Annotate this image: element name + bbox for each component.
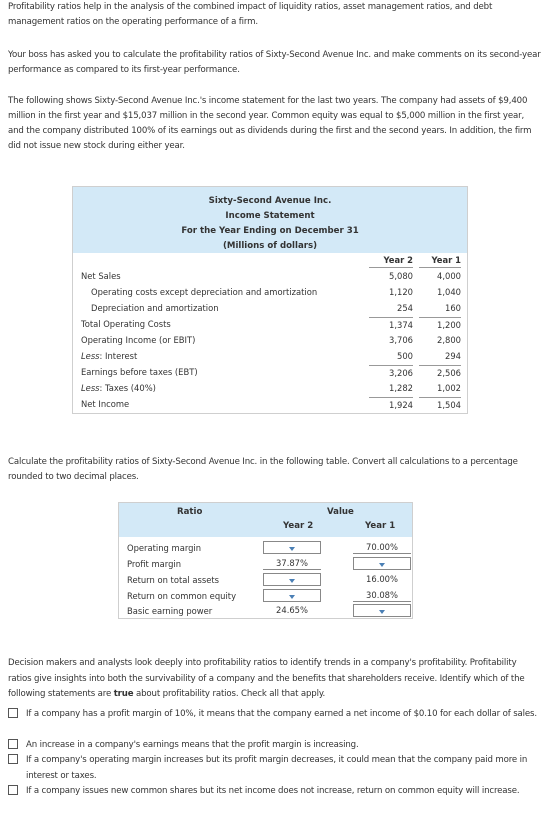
value-column-header: Value xyxy=(327,507,354,517)
statement-row xyxy=(73,381,467,397)
intro-paragraph-1: Profitability ratios help in the analysis of the combined impact of liquidity ratios, asset management ratios, and debt management ratios on the operating performance of a firm. xyxy=(8,2,493,27)
roa-year2-dropdown[interactable] xyxy=(263,573,321,586)
statement-row xyxy=(73,365,467,381)
option-text: If a company issues new common shares but its net income does not increase, return on common equity will increase. xyxy=(26,786,520,796)
ratio-column-header: Ratio xyxy=(177,507,203,517)
dropdown-arrow-icon xyxy=(379,610,385,614)
statement-row xyxy=(73,285,467,301)
year2-value: 1,120 xyxy=(389,287,413,297)
row-label: Earnings before taxes (EBT) xyxy=(81,367,198,377)
ratio-row-basic-earning-power xyxy=(119,604,412,619)
row-label: Depreciation and amortization xyxy=(91,303,219,313)
profit-margin-year2-value: 37.87% xyxy=(263,557,321,570)
intro-paragraph-3: The following shows Sixty-Second Avenue Inc.'s income statement for the last two years. The company had assets of $9,400 million in the first year and $15,037 million in the second year. Common equity was equal to $5,000 million in the first year, and the company distributed 100% of its earnings out as dividends during the first and the second years. In addition, the firm did not issue new stock during either year. xyxy=(8,96,532,151)
row-label-prefix: Less xyxy=(81,383,100,393)
option-text: If a company's operating margin increases but its profit margin decreases, it could mean that the company paid more in interest or taxes. xyxy=(26,755,528,781)
dropdown-arrow-icon xyxy=(379,563,385,567)
statement-column-headers xyxy=(73,253,467,269)
instruction-text: Calculate the profitability ratios of Sixty-Second Avenue Inc. in the following table. Convert all calculations to a percentage rounded to two decimal places. xyxy=(8,457,518,482)
row-label: Operating Income (or EBIT) xyxy=(81,335,196,345)
dropdown-arrow-icon xyxy=(289,595,295,599)
ratio-label: Operating margin xyxy=(127,543,202,553)
option-profit-margin-10[interactable] xyxy=(8,707,538,723)
ratio-year2-header: Year 2 xyxy=(283,521,314,531)
year1-header: Year 1 xyxy=(419,255,461,268)
statement-row xyxy=(73,269,467,285)
row-label xyxy=(81,383,156,393)
checkbox-icon[interactable] xyxy=(8,739,18,749)
checkbox-icon[interactable] xyxy=(8,708,18,718)
income-statement-header xyxy=(73,187,467,253)
year1-value: 1,200 xyxy=(419,317,461,331)
question-body: Decision makers and analysts look deeply into profitability ratios to identify trends in a company's profitability. Profitability ratios give insights into both the survivability of a company and the benefits that shareholders receive. Identify which of the following statements are xyxy=(8,658,525,699)
year2-value: 1,374 xyxy=(369,317,413,331)
year2-value: 3,706 xyxy=(389,335,413,345)
roe-year2-dropdown[interactable] xyxy=(263,589,321,602)
bep-year1-dropdown[interactable] xyxy=(353,604,411,617)
row-label: Operating costs except depreciation and amortization xyxy=(91,287,318,297)
year2-value: 1,282 xyxy=(389,383,413,393)
statement-row xyxy=(73,317,467,333)
year1-value: 2,506 xyxy=(419,365,461,379)
roa-year1-value: 16.00% xyxy=(366,574,398,584)
question-text xyxy=(8,656,542,703)
year1-value: 1,504 xyxy=(419,397,461,411)
intro-paragraph-2: Your boss has asked you to calculate the profitability ratios of Sixty-Second Avenue Inc. and make comments on its second-year performance as compared to its first-year performance. xyxy=(8,50,541,75)
year2-value: 3,206 xyxy=(369,365,413,379)
statement-period: For the Year Ending on December 31 xyxy=(181,226,359,236)
year1-value: 1,040 xyxy=(437,287,461,297)
ratio-year1-header: Year 1 xyxy=(365,521,396,531)
row-label-suffix: : Taxes (40%) xyxy=(99,383,156,393)
year2-header: Year 2 xyxy=(369,255,413,268)
row-label: Net Sales xyxy=(81,271,121,281)
option-new-shares-roe[interactable] xyxy=(8,784,538,800)
row-label xyxy=(81,351,137,361)
dropdown-arrow-icon xyxy=(289,547,295,551)
year2-value: 1,924 xyxy=(369,397,413,411)
row-label: Net Income xyxy=(81,399,130,409)
option-earnings-increase[interactable] xyxy=(8,738,538,754)
bep-year2-value: 24.65% xyxy=(276,605,308,615)
row-label: Total Operating Costs xyxy=(81,319,171,329)
operating-margin-year2-dropdown[interactable] xyxy=(263,541,321,554)
ratio-table xyxy=(118,502,413,619)
statement-row xyxy=(73,397,467,413)
ratio-row-return-on-common-equity xyxy=(119,589,412,604)
income-statement xyxy=(72,186,468,414)
statement-units: (Millions of dollars) xyxy=(222,241,318,251)
ratio-label: Profit margin xyxy=(127,559,182,569)
operating-margin-year1-value: 70.00% xyxy=(353,541,411,554)
checkbox-icon[interactable] xyxy=(8,785,18,795)
statement-row xyxy=(73,333,467,349)
roe-year1-value: 30.08% xyxy=(353,589,411,602)
dropdown-arrow-icon xyxy=(289,579,295,583)
option-text: If a company has a profit margin of 10%, it means that the company earned a net income of $0.10 for each dollar of sales. xyxy=(26,709,537,719)
year1-value: 4,000 xyxy=(437,271,461,281)
ratio-row-operating-margin xyxy=(119,541,412,556)
profit-margin-year1-dropdown[interactable] xyxy=(353,557,411,570)
ratio-row-profit-margin xyxy=(119,557,412,572)
year1-value: 2,800 xyxy=(437,335,461,345)
ratio-label: Basic earning power xyxy=(127,606,213,616)
year2-value: 5,080 xyxy=(389,271,413,281)
ratio-row-return-on-total-assets xyxy=(119,573,412,588)
year2-value: 500 xyxy=(397,351,413,361)
company-name: Sixty-Second Avenue Inc. xyxy=(208,196,332,206)
year1-value: 294 xyxy=(445,351,461,361)
statement-row xyxy=(73,301,467,317)
statement-row xyxy=(73,349,467,365)
ratio-table-header xyxy=(119,503,412,537)
ratio-label: Return on total assets xyxy=(127,575,220,585)
checkbox-icon[interactable] xyxy=(8,754,18,764)
year1-value: 160 xyxy=(445,303,461,313)
row-label-prefix: Less xyxy=(81,351,100,361)
row-label-suffix: : Interest xyxy=(99,351,138,361)
question-bold-word: true xyxy=(113,689,134,699)
year2-value: 254 xyxy=(397,303,413,313)
option-text: An increase in a company's earnings means that the profit margin is increasing. xyxy=(26,740,359,750)
statement-title: Income Statement xyxy=(225,211,315,221)
ratio-label: Return on common equity xyxy=(127,591,237,601)
question-end: about profitability ratios. Check all that apply. xyxy=(136,689,326,699)
year1-value: 1,002 xyxy=(437,383,461,393)
option-operating-vs-profit-margin[interactable] xyxy=(8,753,538,784)
